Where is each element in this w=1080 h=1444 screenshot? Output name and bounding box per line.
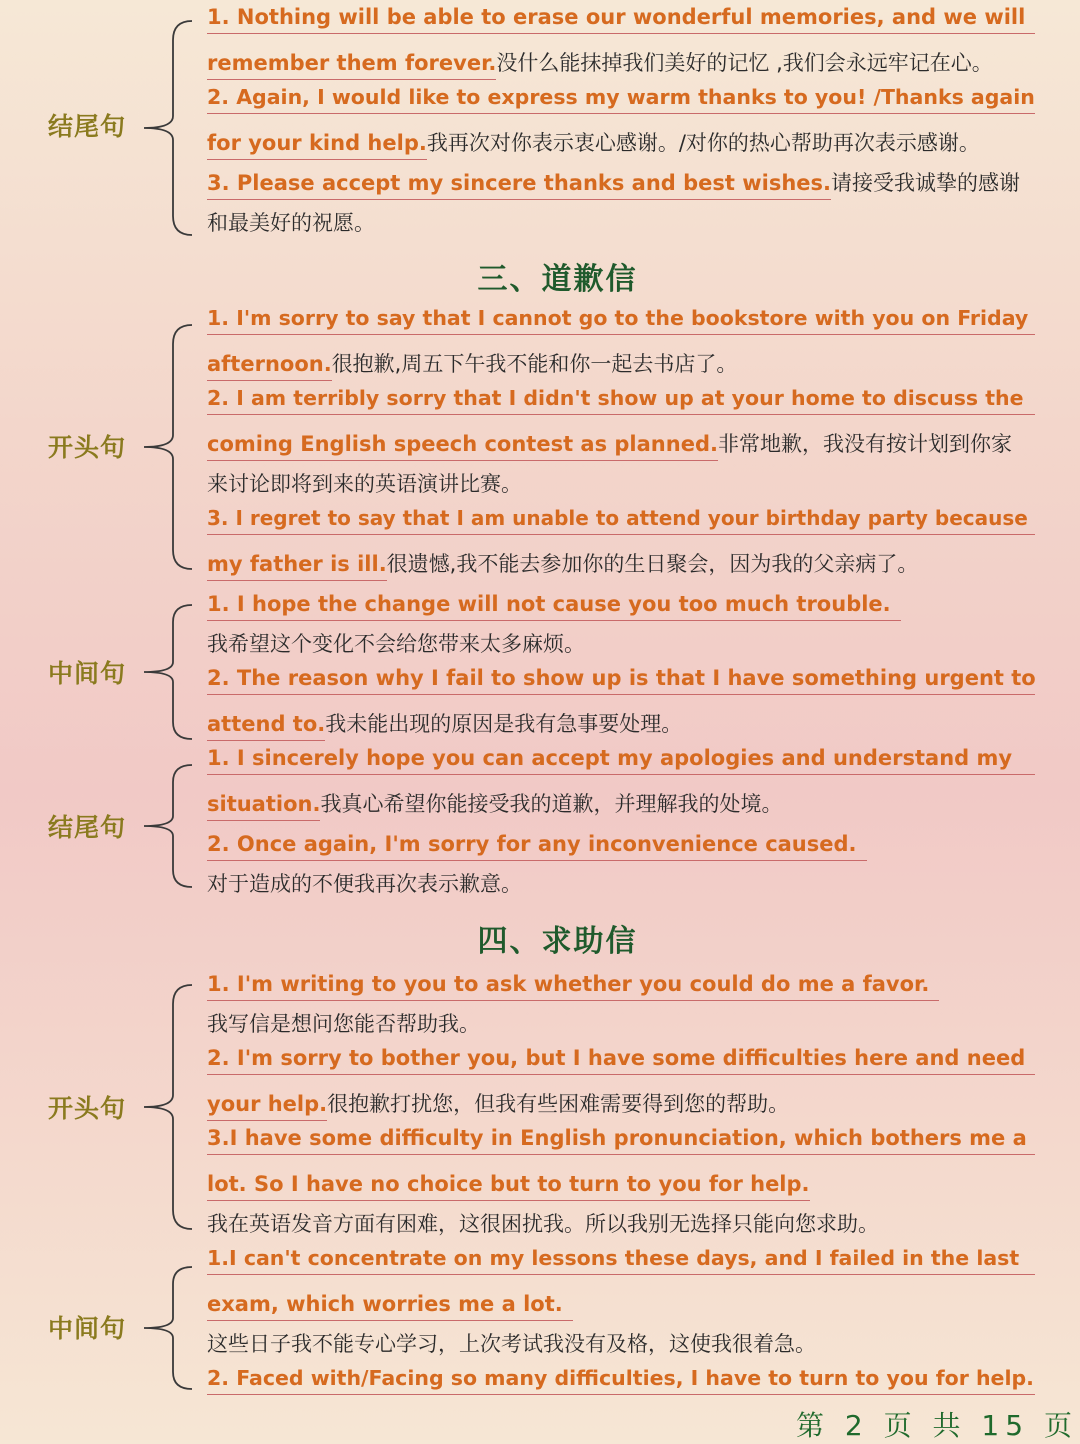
- sentence-lines: [207, 964, 1035, 1244]
- sentence-en: 2. I'm sorry to bother you, but I have some difficulties here and need: [207, 1044, 1035, 1075]
- sentence-lines: [207, 744, 1035, 904]
- sentence-en: 1. I sincerely hope you can accept my apologies and understand my: [207, 744, 1035, 775]
- sentence-en: my father is ill.: [207, 550, 387, 581]
- group-label: 结尾句: [48, 112, 127, 141]
- sentence-en: for your kind help.: [207, 129, 427, 160]
- translation-zh: 我在英语发音方面有困难，这很困扰我。所以我别无选择只能向您求助。: [207, 1212, 879, 1236]
- bracket: [140, 762, 210, 890]
- sentence-en: lot. So I have no choice but to turn to you for help.: [207, 1170, 810, 1201]
- sentence-en: 2. Once again, I'm sorry for any inconvenience caused.: [207, 830, 867, 861]
- sentence-en: 1. Nothing will be able to erase our wonderful memories, and we will: [207, 3, 1035, 34]
- sentence-en: exam, which worries me a lot.: [207, 1290, 573, 1321]
- translation-zh: 很抱歉,周五下午我不能和你一起去书店了。: [331, 352, 738, 376]
- translation-zh: 我真心希望你能接受我的道歉，并理解我的处境。: [320, 792, 783, 816]
- sentence-en: situation.: [207, 790, 320, 821]
- sentence-lines: [207, 584, 1035, 744]
- sentence-en: 1. I hope the change will not cause you too much trouble.: [207, 590, 901, 621]
- sentence-en: afternoon.: [207, 350, 332, 381]
- sentence-en: 2. The reason why I fail to show up is that I have something urgent to: [207, 664, 1035, 695]
- translation-zh: 我写信是想问您能否帮助我。: [207, 1012, 480, 1036]
- translation-zh: 非常地歉，我没有按计划到你家: [717, 432, 1012, 456]
- translation-zh: 这些日子我不能专心学习，上次考试我没有及格，这使我很着急。: [207, 1332, 816, 1356]
- sentence-en: 1. I'm writing to you to ask whether you could do me a favor.: [207, 970, 939, 1001]
- translation-zh: 很遗憾,我不能去参加你的生日聚会，因为我的父亲病了。: [386, 552, 919, 576]
- section-title-apology: 三、道歉信: [477, 262, 638, 297]
- sentence-en: 2. I am terribly sorry that I didn't show up at your home to discuss the: [207, 384, 1035, 415]
- sentence-en: your help.: [207, 1090, 327, 1121]
- page-number: 第 2 页 共 15 页: [796, 1409, 1078, 1442]
- translation-zh: 我再次对你表示衷心感谢。/对你的热心帮助再次表示感谢。: [426, 131, 980, 155]
- translation-zh: 很抱歉打扰您，但我有些困难需要得到您的帮助。: [327, 1092, 790, 1116]
- sentence-en: 3. I regret to say that I am unable to attend your birthday party because: [207, 504, 1035, 535]
- translation-zh: 没什么能抹掉我们美好的记忆 ,我们会永远牢记在心。: [496, 51, 993, 75]
- sentence-lines: [207, 1244, 1035, 1404]
- group-label: 开头句: [48, 433, 127, 462]
- bracket: [140, 982, 210, 1232]
- translation-zh: 对于造成的不便我再次表示歉意。: [207, 872, 522, 896]
- group-label: 开头句: [48, 1094, 127, 1123]
- group-label: 中间句: [48, 659, 127, 688]
- translation-zh: 请接受我诚挚的感谢: [831, 171, 1021, 195]
- translation-zh: 来讨论即将到来的英语演讲比赛。: [207, 472, 522, 496]
- bracket: [140, 322, 210, 572]
- sentence-en: 3. Please accept my sincere thanks and best wishes.: [207, 169, 831, 200]
- sentence-en: coming English speech contest as planned.: [207, 430, 718, 461]
- sentence-en: attend to.: [207, 710, 325, 741]
- group-label: 中间句: [48, 1314, 127, 1343]
- sentence-en: remember them forever.: [207, 49, 496, 80]
- translation-zh: 我希望这个变化不会给您带来太多麻烦。: [207, 632, 585, 656]
- sentence-en: 2. Faced with/Facing so many difficulties, I have to turn to you for help.: [207, 1364, 1035, 1395]
- sentence-en: 2. Again, I would like to express my warm thanks to you! /Thanks again: [207, 83, 1035, 114]
- bracket: [140, 1264, 210, 1392]
- section-title-help: 四、求助信: [477, 924, 638, 959]
- group-label: 结尾句: [48, 813, 127, 842]
- translation-zh: 和最美好的祝愿。: [207, 211, 375, 235]
- sentence-en: 1.I can't concentrate on my lessons these days, and I failed in the last: [207, 1244, 1035, 1275]
- sentence-en: 3.I have some difficulty in English pronunciation, which bothers me a: [207, 1124, 1035, 1155]
- bracket: [140, 602, 210, 742]
- sentence-en: 1. I'm sorry to say that I cannot go to the bookstore with you on Friday: [207, 304, 1035, 335]
- sentence-lines: [207, 3, 1035, 243]
- translation-zh: 我未能出现的原因是我有急事要处理。: [325, 712, 683, 736]
- sentence-lines: [207, 304, 1035, 584]
- bracket: [140, 18, 210, 238]
